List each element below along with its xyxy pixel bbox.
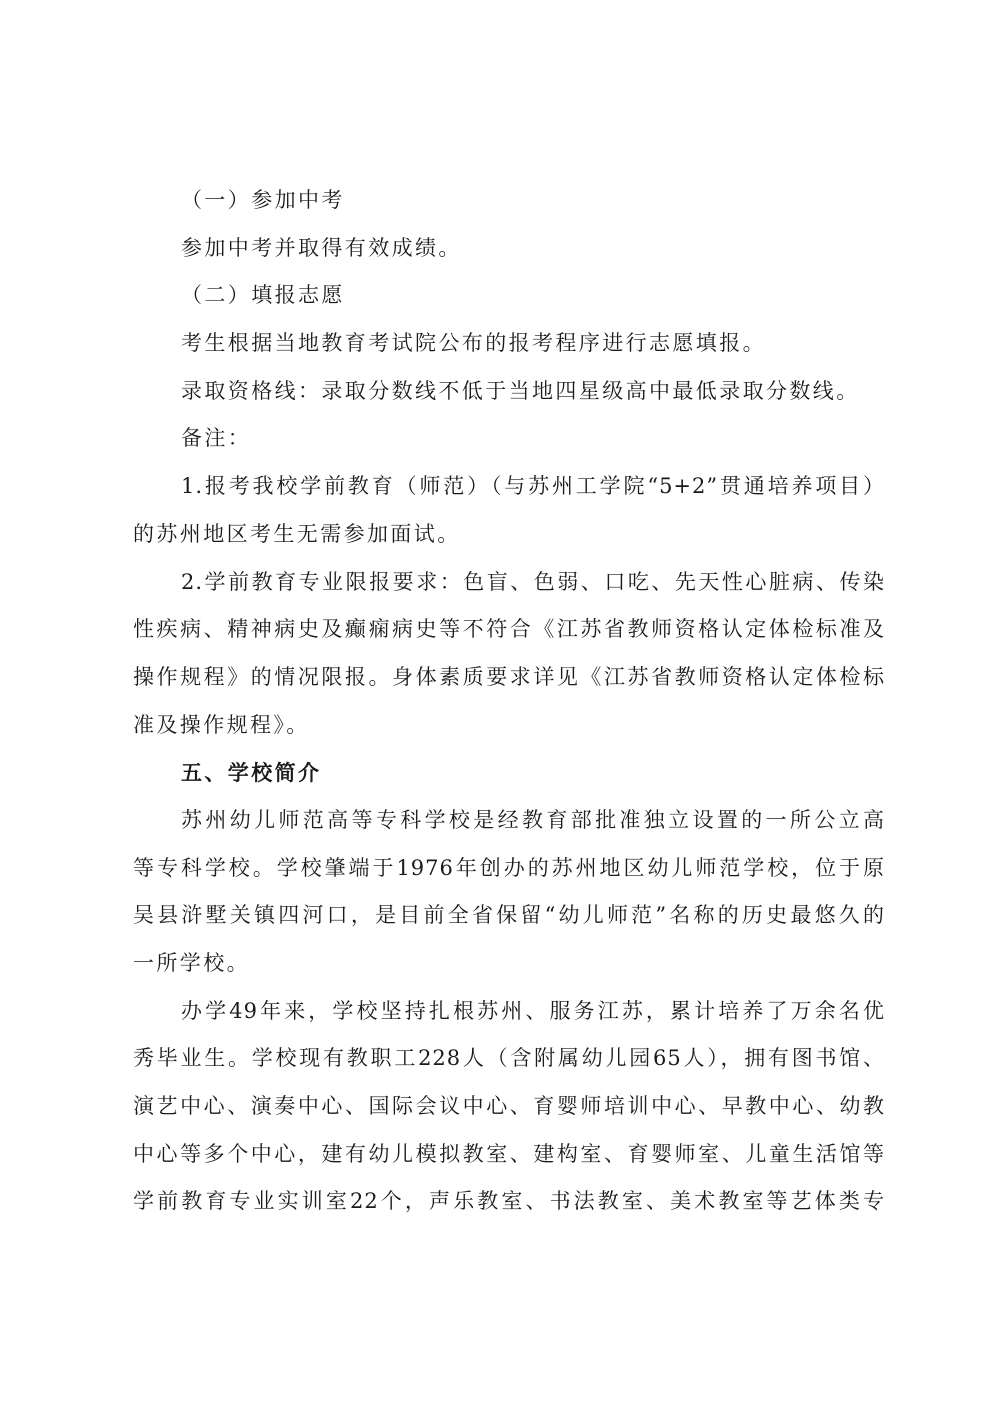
subheading: [133, 272, 885, 320]
text-line: 中心等多个中心，建有幼儿模拟教室、建构室、育婴师室、儿童生活馆等: [133, 1141, 885, 1166]
text-line: （一）参加中考: [181, 188, 345, 212]
text-line: 考生根据当地教育考试院公布的报考程序进行志愿填报。: [181, 331, 766, 356]
text-line: 准及操作规程》。: [133, 712, 310, 737]
paragraph: [133, 559, 885, 750]
text-line: 一所学校。: [133, 951, 250, 975]
text-line: 等专科学校。学校肇端于1976年创办的苏州地区幼儿师范学校，位于原: [133, 855, 885, 880]
text-line: 2.学前教育专业限报要求：色盲、色弱、口吃、先天性心脏病、传染: [181, 569, 885, 594]
text-line: 备注：: [181, 426, 252, 451]
subheading: [133, 177, 885, 225]
paragraph: [133, 463, 885, 558]
text-line: 办学49年来，学校坚持扎根苏州、服务江苏，累计培养了万余名优: [181, 998, 885, 1023]
text-line: 苏州幼儿师范高等专科学校是经教育部批准独立设置的一所公立高: [181, 807, 885, 832]
paragraph: [133, 797, 885, 988]
text-line: 五、学校简介: [181, 760, 322, 786]
text-line: 演艺中心、演奏中心、国际会议中心、育婴师培训中心、早教中心、幼教: [133, 1094, 885, 1119]
paragraph: [133, 225, 885, 273]
text-line: （二）填报志愿: [181, 283, 345, 308]
text-line: 学前教育专业实训室22个，声乐教室、书法教室、美术教室等艺体类专: [133, 1189, 885, 1214]
paragraph: [133, 415, 885, 463]
text-line: 操作规程》的情况限报。身体素质要求详见《江苏省教师资格认定体检标: [133, 664, 885, 689]
paragraph: [133, 320, 885, 368]
text-line: 录取资格线：录取分数线不低于当地四星级高中最低录取分数线。: [181, 378, 860, 403]
text-line: 性疾病、精神病史及癫痫病史等不符合《江苏省教师资格认定体检标准及: [133, 617, 885, 642]
paragraph: [133, 988, 885, 1226]
text-line: 秀毕业生。学校现有教职工228人（含附属幼儿园65人），拥有图书馆、: [133, 1046, 885, 1071]
text-line: 的苏州地区考生无需参加面试。: [133, 521, 461, 546]
text-line: 参加中考并取得有效成绩。: [181, 235, 462, 260]
paragraph: [133, 368, 885, 416]
section-heading: [133, 749, 885, 797]
text-line: 1.报考我校学前教育（师范）（与苏州工学院“5+2”贯通培养项目）: [181, 474, 885, 499]
document-page: [133, 177, 885, 1226]
text-line: 吴县浒墅关镇四河口，是目前全省保留“幼儿师范”名称的历史最悠久的: [133, 903, 885, 928]
